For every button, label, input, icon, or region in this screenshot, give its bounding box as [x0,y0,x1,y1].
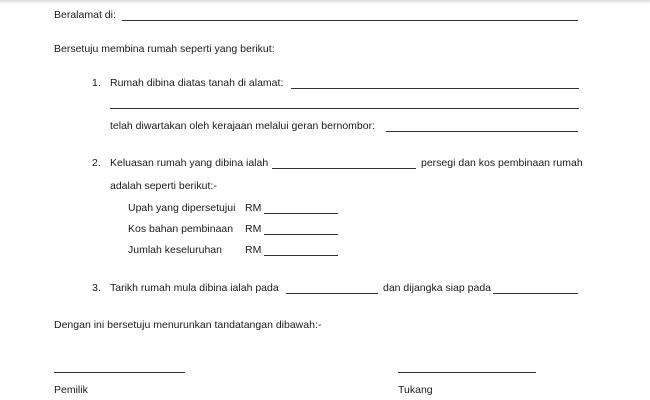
item-3-number: 3. [92,282,101,294]
builder-label: Tukang [398,384,433,396]
material-cost-blank[interactable] [264,234,338,235]
labor-cost-blank[interactable] [264,213,338,214]
start-date-label: Tarikh rumah mula dibina ialah pada [110,282,279,294]
house-area-label: Keluasan rumah yang dibina ialah [110,157,269,169]
total-cost-label: Jumlah keseluruhan [128,244,222,256]
start-date-blank[interactable] [286,293,378,294]
completion-date-blank[interactable] [493,293,578,294]
completion-date-label: dan dijangka siap pada [383,282,492,294]
house-area-blank[interactable] [272,168,416,169]
grant-number-blank[interactable] [386,131,578,132]
item-2-number: 2. [92,157,101,169]
agreement-intro: Bersetuju membina rumah seperti yang berikut: [54,43,275,55]
land-address-blank-2[interactable] [110,108,579,109]
land-address-blank-1[interactable] [291,88,579,89]
address-blank[interactable] [122,20,578,21]
house-area-suffix: persegi dan kos pembinaan rumah [421,157,583,169]
signature-intro: Dengan ini bersetuju menurunkan tandatangan dibawah:- [54,319,322,331]
page-top-shadow [0,0,650,4]
labor-cost-label: Upah yang dipersetujui [128,202,236,214]
cost-intro: adalah seperti berikut:- [110,180,217,192]
total-cost-currency: RM [245,244,262,256]
builder-signature-line[interactable] [398,372,536,373]
item-1-number: 1. [92,77,101,89]
total-cost-blank[interactable] [264,255,338,256]
material-cost-label: Kos bahan pembinaan [128,223,234,235]
owner-label: Pemilik [54,384,88,396]
item-1-land-address-label: Rumah dibina diatas tanah di alamat: [110,77,284,89]
labor-cost-currency: RM [245,202,262,214]
material-cost-currency: RM [245,223,262,235]
address-label: Beralamat di: [54,9,116,21]
grant-number-label: telah diwartakan oleh kerajaan melalui geran bernombor: [110,120,375,132]
owner-signature-line[interactable] [54,372,185,373]
